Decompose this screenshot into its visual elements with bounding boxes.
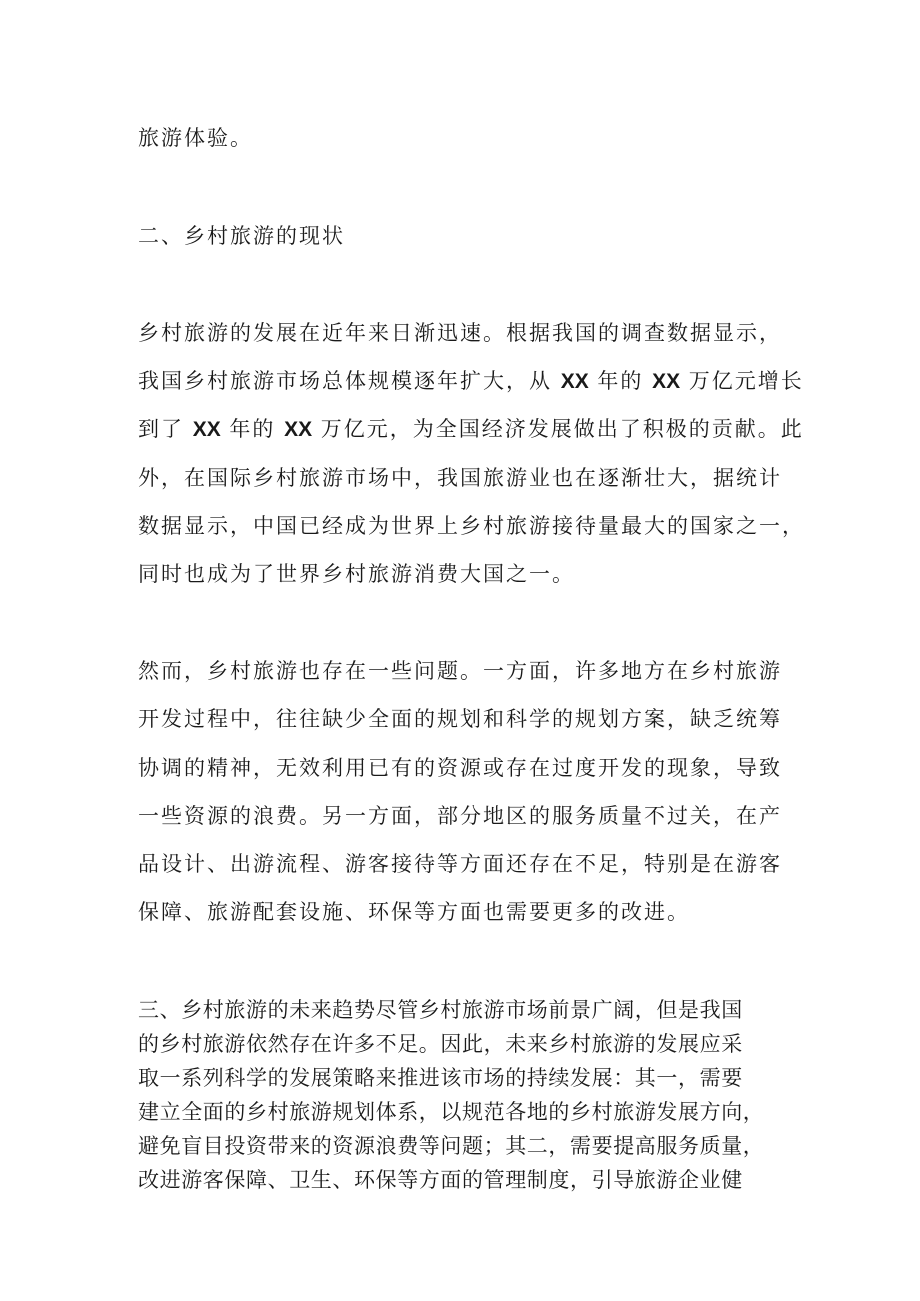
placeholder-amount: XX bbox=[284, 418, 313, 441]
paragraph-line: 改进游客保障、卫生、环保等方面的管理制度，引导旅游企业健 bbox=[138, 1168, 743, 1192]
paragraph-line: 同时也成为了世界乡村旅游消费大国之一。 bbox=[138, 562, 575, 586]
placeholder-year: XX bbox=[192, 418, 221, 441]
intro-tail-text: 旅游体验。 bbox=[138, 126, 253, 150]
section-2-heading: 二、乡村旅游的现状 bbox=[138, 224, 345, 248]
paragraph-line: 三、乡村旅游的未来趋势尽管乡村旅游市场前景广阔，但是我国 bbox=[138, 998, 743, 1022]
paragraph-line: 外，在国际乡村旅游市场中，我国旅游业也在逐渐壮大，据统计 bbox=[138, 466, 782, 490]
paragraph-line: 的乡村旅游依然存在许多不足。因此，未来乡村旅游的发展应采 bbox=[138, 1032, 743, 1056]
paragraph-line: 数据显示，中国已经成为世界上乡村旅游接待量最大的国家之一， bbox=[138, 514, 805, 538]
paragraph-line: 到了 XX 年的 XX 万亿元，为全国经济发展做出了积极的贡献。此 bbox=[138, 417, 804, 441]
paragraph-line: 协调的精神，无效利用已有的资源或存在过度开发的现象，导致 bbox=[138, 756, 782, 780]
paragraph-line: 然而，乡村旅游也存在一些问题。一方面，许多地方在乡村旅游 bbox=[138, 659, 782, 683]
paragraph-line: 品设计、出游流程、游客接待等方面还存在不足，特别是在游客 bbox=[138, 852, 782, 876]
paragraph-line: 一些资源的浪费。另一方面，部分地区的服务质量不过关，在产 bbox=[138, 804, 782, 828]
paragraph-line: 开发过程中，往往缺少全面的规划和科学的规划方案，缺乏统筹 bbox=[138, 707, 782, 731]
paragraph-line: 乡村旅游的发展在近年来日渐迅速。根据我国的调查数据显示， bbox=[138, 321, 782, 345]
paragraph-line: 我国乡村旅游市场总体规模逐年扩大，从 XX 年的 XX 万亿元增长 bbox=[138, 369, 804, 393]
placeholder-year: XX bbox=[560, 370, 589, 393]
placeholder-amount: XX bbox=[652, 370, 681, 393]
paragraph-line: 取一系列科学的发展策略来推进该市场的持续发展：其一，需要 bbox=[138, 1066, 743, 1090]
paragraph-line: 避免盲目投资带来的资源浪费等问题；其二，需要提高服务质量， bbox=[138, 1134, 765, 1158]
paragraph-line: 建立全面的乡村旅游规划体系，以规范各地的乡村旅游发展方向， bbox=[138, 1100, 765, 1124]
paragraph-line: 保障、旅游配套设施、环保等方面也需要更多的改进。 bbox=[138, 900, 690, 924]
